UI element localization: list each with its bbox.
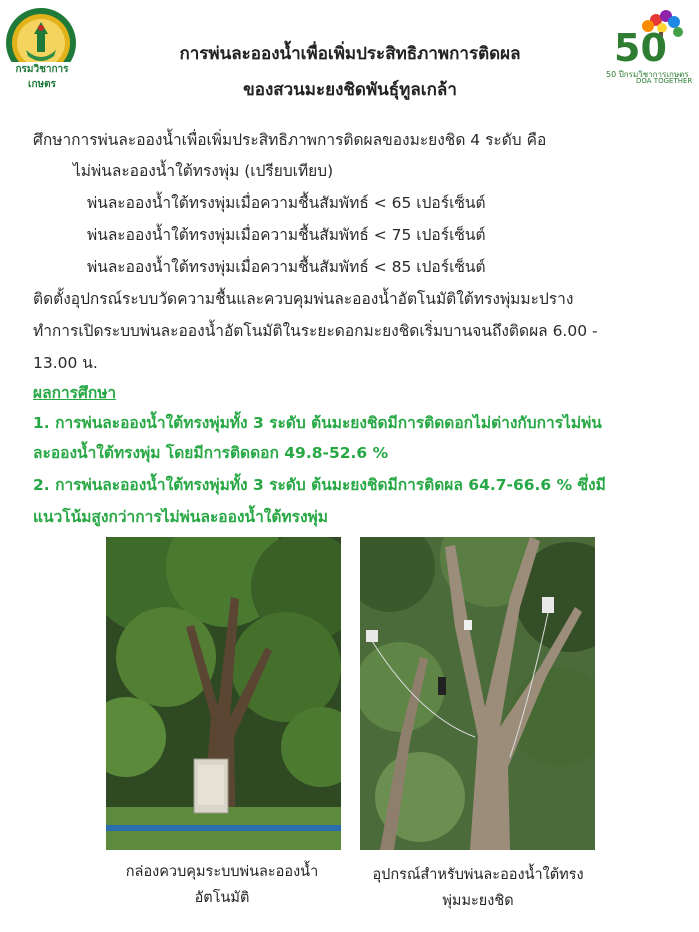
right-photo-caption: พุ่มมะยงชิด xyxy=(442,893,514,909)
method-text: ทำการเปิดระบบพ่นละอองน้ำอัตโนมัติในระยะดอกมะยงชิดเริ่มบานจนถึงติดผล 6.00 - xyxy=(33,322,598,340)
page-title-line1: การพ่นละอองน้ำเพื่อเพิ่มประสิทธิภาพการติดผล xyxy=(179,44,521,64)
left-photo-caption: อัตโนมัติ xyxy=(194,890,250,906)
result-text: 1. การพ่นละอองน้ำใต้ทรงพุ่มทั้ง 3 ระดับ ต้นมะยงชิดมีการติดดอกไม่ต่างกับการไม่พ่น xyxy=(33,414,602,432)
control-box-photo xyxy=(106,537,341,850)
left-photo-caption: กล่องควบคุมระบบพ่นละอองน้ำ xyxy=(125,864,319,880)
level-item: พ่นละอองน้ำใต้ทรงพุ่มเมื่อความชื้นสัมพัทธ์ < 75 เปอร์เซ็นต์ xyxy=(87,226,486,244)
level-item: พ่นละอองน้ำใต้ทรงพุ่มเมื่อความชื้นสัมพัทธ์ < 85 เปอร์เซ็นต์ xyxy=(87,258,486,276)
level-item: ไม่พ่นละอองน้ำใต้ทรงพุ่ม (เปรียบเทียบ) xyxy=(73,162,334,180)
result-text: ละอองน้ำใต้ทรงพุ่ม โดยมีการติดดอก 49.8-52.6 % xyxy=(33,444,389,462)
intro-text: ศึกษาการพ่นละอองน้ำเพื่อเพิ่มประสิทธิภาพการติดผลของมะยงชิด 4 ระดับ คือ xyxy=(33,131,547,149)
result-text: แนวโน้มสูงกว่าการไม่พ่นละอองน้ำใต้ทรงพุ่ม xyxy=(33,508,328,526)
page-title-line2: ของสวนมะยงชิดพันธุ์ทูลเกล้า xyxy=(243,80,457,100)
right-photo-caption: อุปกรณ์สำหรับพ่นละอองน้ำใต้ทรง xyxy=(372,867,584,883)
doa-logo-text: กรมวิชาการเกษตร xyxy=(2,62,82,92)
anniversary-number: 50 xyxy=(614,26,667,70)
sprinkler-device-photo xyxy=(360,537,595,850)
results-heading: ผลการศึกษา xyxy=(33,384,117,402)
anniversary-text: 50 ปีกรมวิชาการเกษตร xyxy=(606,70,689,79)
result-text: 2. การพ่นละอองน้ำใต้ทรงพุ่มทั้ง 3 ระดับ ต้นมะยงชิดมีการติดผล 64.7-66.6 % ซึ่งมี xyxy=(33,476,606,494)
anniversary-tagline: DOA TOGETHER xyxy=(636,77,693,85)
method-text: 13.00 น. xyxy=(33,354,98,372)
method-text: ติดตั้งอุปกรณ์ระบบวัดความชื้นและควบคุมพ่นละอองน้ำอัตโนมัติใต้ทรงพุ่มมะปราง xyxy=(33,290,574,308)
level-item: พ่นละอองน้ำใต้ทรงพุ่มเมื่อความชื้นสัมพัทธ์ < 65 เปอร์เซ็นต์ xyxy=(87,194,486,212)
